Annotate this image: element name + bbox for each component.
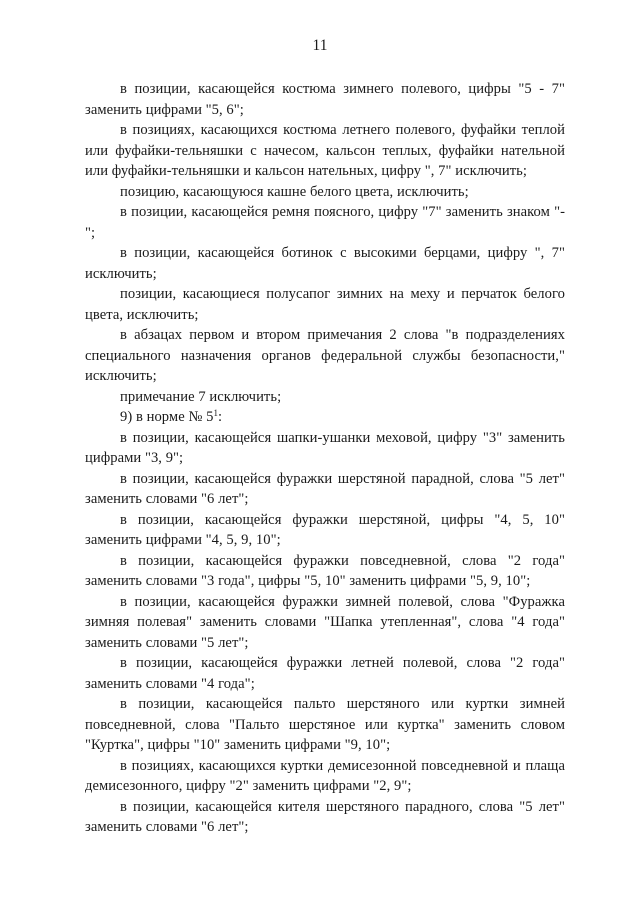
page-number: 11 [312,37,328,54]
paragraph: в абзацах первом и втором примечания 2 слова "в подразделениях специального назначения органов федеральной службы безопасности," исключить; [85,327,565,384]
paragraph: в позиции, касающейся пальто шерстяного или куртки зимней повседневной, слова "Пальто шерстяное или куртка" заменить словом "Куртка", цифры "10" заменить цифрами "9, 10"; [85,696,565,753]
paragraph: примечание 7 исключить; [120,388,282,405]
paragraph: в позиции, касающейся фуражки повседневной, слова "2 года" заменить словами "3 года", цифры "5, 10" заменить цифрами "5, 9, 10"; [85,552,565,589]
paragraph: в позиции, касающейся кителя шерстяного парадного, слова "5 лет" заменить словами "6 лет"; [85,798,565,835]
paragraph: в позициях, касающихся костюма летнего полевого, фуфайки теплой или фуфайки-тельняшки с начесом, кальсон теплых, фуфайки нательной или фуфайки-тельняшки и кальсон нательных, цифру ", 7" исключить; [85,122,565,179]
paragraph: позицию, касающуюся кашне белого цвета, исключить; [120,183,469,200]
paragraph: позиции, касающиеся полусапог зимних на меху и перчаток белого цвета, исключить; [85,286,565,323]
norm-heading-superscript: 1 [213,408,219,418]
document-body [85,79,565,838]
paragraph: в позиции, касающейся ремня поясного, цифру "7" заменить знаком "-"; [85,204,565,241]
paragraph: в позиции, касающейся фуражки летней полевой, слова "2 года" заменить словами "4 года"; [85,655,565,692]
paragraph: в позиции, касающейся ботинок с высокими берцами, цифру ", 7" исключить; [85,245,565,282]
norm-heading-text: 9) в норме № 5 [120,409,214,425]
paragraph: в позиции, касающейся фуражки шерстяной, цифры "4, 5, 10" заменить цифрами "4, 5, 9, 10"; [85,511,565,548]
paragraph: в позиции, касающейся фуражки шерстяной парадной, слова "5 лет" заменить словами "6 лет"; [85,470,565,507]
norm-heading-suffix: : [218,409,223,425]
paragraph: в позициях, касающихся куртки демисезонной повседневной и плаща демисезонного, цифру "2" заменить цифрами "2, 9"; [85,757,565,794]
paragraph: в позиции, касающейся шапки-ушанки меховой, цифру "3" заменить цифрами "3, 9"; [85,429,565,466]
paragraph: в позиции, касающейся фуражки зимней полевой, слова "Фуражка зимняя полевая" заменить словами "Шапка утепленная", слова "4 года" заменить словами "5 лет"; [85,593,565,651]
norm-heading [85,407,565,428]
paragraph: в позиции, касающейся костюма зимнего полевого, цифры "5 - 7" заменить цифрами "5, 6"; [85,81,565,118]
